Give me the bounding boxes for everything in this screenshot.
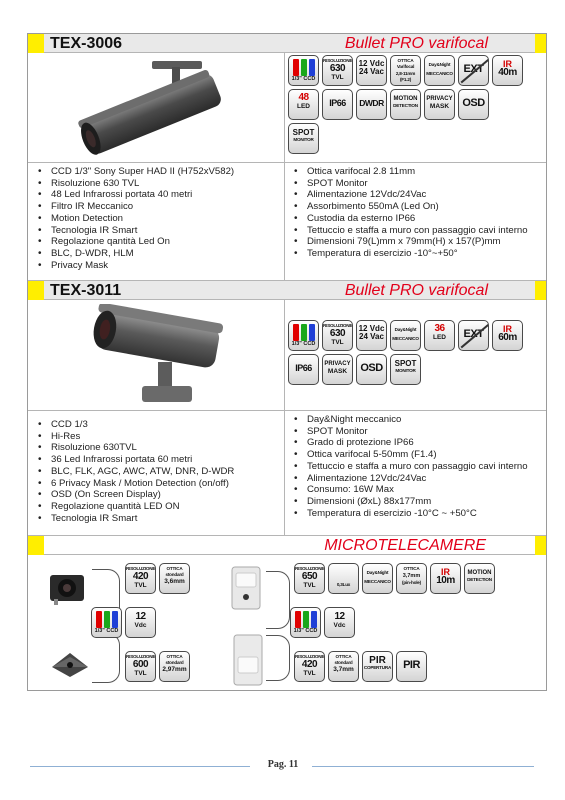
pir-camera-image bbox=[226, 563, 266, 613]
spec-item: • Temperatura di esercizio -10°C ~ +50°C bbox=[290, 508, 540, 520]
header-accent-left bbox=[28, 34, 44, 53]
header-accent-right bbox=[535, 281, 546, 300]
spot-monitor-badge: SPOT MONITOR bbox=[390, 354, 421, 385]
resolution-badge: RISOLUZIONE 420 TVL bbox=[294, 651, 325, 682]
ip66-badge: IP66 bbox=[322, 89, 353, 120]
spot-monitor-badge: SPOT MONITOR bbox=[288, 123, 319, 154]
voltage-badge: 12 Vdc 24 Vac bbox=[356, 55, 387, 86]
spec-item: • Privacy Mask bbox=[34, 260, 282, 272]
resolution-badge: RISOLUZIONE 600 TVL bbox=[125, 651, 156, 682]
specs-row-tex-3011 bbox=[28, 411, 546, 536]
feature-badges-tex-3006 bbox=[286, 53, 546, 163]
product-visual-row-tex-3006 bbox=[28, 53, 546, 163]
dwdr-badge: DWDR bbox=[356, 89, 387, 120]
pir-sensor-image bbox=[228, 633, 268, 689]
resolution-badge: RISOLUZIONE 630 TVL bbox=[322, 55, 353, 86]
spec-item: • Regolazione quantità LED ON bbox=[34, 501, 282, 513]
pir-badge: PIR bbox=[396, 651, 427, 682]
ir-range-badge: IR 60m bbox=[492, 320, 523, 351]
resolution-badge: RISOLUZIONE 630 TVL bbox=[322, 320, 353, 351]
pir-coverage-badge: PIR COPERTURA bbox=[362, 651, 393, 682]
privacy-mask-badge: PRIVACY MASK bbox=[424, 89, 455, 120]
product-code: TEX-3011 bbox=[50, 282, 122, 299]
spec-item: • Dimensioni 79(L)mm x 79mm(H) x 157(P)mm bbox=[290, 236, 540, 248]
ccd-badge: 1/3" CCD bbox=[288, 320, 319, 351]
spec-item: • Dimensioni (ØxL) 88x177mm bbox=[290, 496, 540, 508]
spec-item: • 36 Led Infrarossi portata 60 metri bbox=[34, 454, 282, 466]
header-accent-left bbox=[28, 281, 44, 300]
ir-range-badge: IR 40m bbox=[492, 55, 523, 86]
spec-item: • Hi-Res bbox=[34, 431, 282, 443]
spec-item: • Assorbimento 550mA (Led On) bbox=[290, 201, 540, 213]
voltage-badge: 12 Vdc 24 Vac bbox=[356, 320, 387, 351]
page-number: Pag. 11 bbox=[267, 759, 299, 770]
spec-item: • Consumo: 16W Max bbox=[290, 484, 540, 496]
product-header-tex-3011 bbox=[28, 281, 546, 300]
header-accent-left bbox=[28, 536, 44, 555]
bracket-line bbox=[92, 633, 120, 683]
spec-item: • Motion Detection bbox=[34, 213, 282, 225]
motion-detection-badge: MOTION DETECTION bbox=[390, 89, 421, 120]
spec-item: • Ottica varifocal 5-50mm (F1.4) bbox=[290, 449, 540, 461]
spec-item: • Tecnologia IR Smart bbox=[34, 225, 282, 237]
lens-badge: OTTICA 3,7mm (pin-hole) bbox=[396, 563, 427, 594]
spec-item: • Risoluzione 630 TVL bbox=[34, 178, 282, 190]
product-header-tex-3006 bbox=[28, 34, 546, 53]
spec-item: • Alimentazione 12Vdc/24Vac bbox=[290, 473, 540, 485]
led-badge: 48 LED bbox=[288, 89, 319, 120]
footer-rule-right bbox=[312, 766, 534, 767]
product-subtitle: Bullet PRO varifocal bbox=[344, 282, 488, 299]
lens-badge: OTTICA Varifocal 2,8-11mm (F1.2) bbox=[390, 55, 421, 86]
spec-item: • SPOT Monitor bbox=[290, 426, 540, 438]
bullet-camera-image bbox=[62, 59, 242, 159]
spec-item: • Ottica varifocal 2.8 11mm bbox=[290, 166, 540, 178]
ir-range-badge: IR 10m bbox=[430, 563, 461, 594]
day-night-badge: Day&Night MECCANICO bbox=[424, 55, 455, 86]
day-night-badge: Day&Night MECCANICO bbox=[390, 320, 421, 351]
specs-list-left bbox=[34, 166, 282, 271]
spec-item: • Regolazione qantità Led On bbox=[34, 236, 282, 248]
privacy-mask-badge: PRIVACY MASK bbox=[322, 354, 353, 385]
spec-item: • OSD (On Screen Display) bbox=[34, 489, 282, 501]
lens-badge: OTTICA stondard 3,6mm bbox=[159, 563, 190, 594]
osd-badge: OSD bbox=[458, 89, 489, 120]
spec-item: • CCD 1/3" Sony Super HAD II (H752xV582) bbox=[34, 166, 282, 178]
spec-item: • CCD 1/3 bbox=[34, 419, 282, 431]
lens-badge: OTTICA stondard 3,7mm bbox=[328, 651, 359, 682]
bracket-line bbox=[266, 635, 290, 681]
ip66-badge: IP66 bbox=[288, 354, 319, 385]
lens-badge: OTTICA stondard 2,97mm bbox=[159, 651, 190, 682]
pinhole-camera-image bbox=[48, 643, 92, 679]
lux-badge: 0,3Lux bbox=[328, 563, 359, 594]
day-night-badge: Day&Night MECCANICO bbox=[362, 563, 393, 594]
resolution-badge: RISOLUZIONE 650 TVL bbox=[294, 563, 325, 594]
spec-item: • 48 Led Infrarossi portata 40 metri bbox=[34, 189, 282, 201]
voltage-badge: 12 Vdc bbox=[125, 607, 156, 638]
mini-camera-image bbox=[46, 569, 90, 607]
osd-badge: OSD bbox=[356, 354, 387, 385]
voltage-badge: 12 Vdc bbox=[324, 607, 355, 638]
ext-badge: EXT bbox=[458, 320, 489, 351]
spec-item: • Temperatura di esercizio -10°~+50° bbox=[290, 248, 540, 260]
feature-badges-tex-3011 bbox=[286, 300, 546, 411]
spec-item: • Alimentazione 12Vdc/24Vac bbox=[290, 189, 540, 201]
catalog-page bbox=[27, 33, 547, 691]
spec-item: • Filtro IR Meccanico bbox=[34, 201, 282, 213]
spec-item: • Custodia da esterno IP66 bbox=[290, 213, 540, 225]
header-accent-right bbox=[535, 536, 546, 555]
header-accent-right bbox=[535, 34, 546, 53]
spec-item: • Tettuccio e staffa a muro con passaggio cavi interno bbox=[290, 225, 540, 237]
motion-detection-badge: MOTION DETECTION bbox=[464, 563, 495, 594]
specs-list-right bbox=[290, 166, 540, 260]
bracket-line bbox=[266, 571, 290, 629]
specs-list-right bbox=[290, 414, 540, 519]
ccd-badge: 1/3" CCD bbox=[288, 55, 319, 86]
spec-item: • Risoluzione 630TVL bbox=[34, 442, 282, 454]
product-subtitle: Bullet PRO varifocal bbox=[344, 35, 488, 52]
bullet-camera-image bbox=[78, 304, 228, 408]
specs-row-tex-3006 bbox=[28, 163, 546, 281]
led-badge: 36 LED bbox=[424, 320, 455, 351]
spec-item: • BLC, FLK, AGC, AWC, ATW, DNR, D-WDR bbox=[34, 466, 282, 478]
spec-item: • Day&Night meccanico bbox=[290, 414, 540, 426]
spec-item: • Tecnologia IR Smart bbox=[34, 513, 282, 525]
resolution-badge: RISOLUZIONE 420 TVL bbox=[125, 563, 156, 594]
spec-item: • BLC, D-WDR, HLM bbox=[34, 248, 282, 260]
ccd-badge: 1/3" CCD bbox=[91, 607, 122, 638]
specs-list-left bbox=[34, 419, 282, 524]
section-header-microtelecamere bbox=[28, 536, 546, 555]
spec-item: • 6 Privacy Mask / Motion Detection (on/off) bbox=[34, 478, 282, 490]
spec-item: • SPOT Monitor bbox=[290, 178, 540, 190]
micro-cameras-area bbox=[28, 555, 546, 690]
spec-item: • Grado di protezione IP66 bbox=[290, 437, 540, 449]
section-title: MICROTELECAMERE bbox=[324, 537, 486, 554]
ext-badge: EXT bbox=[458, 55, 489, 86]
product-visual-row-tex-3011 bbox=[28, 300, 546, 411]
footer-rule-left bbox=[30, 766, 250, 767]
ccd-badge: 1/3" CCD bbox=[290, 607, 321, 638]
spec-item: • Tettuccio e staffa a muro con passaggio cavi interno bbox=[290, 461, 540, 473]
product-code: TEX-3006 bbox=[50, 35, 123, 52]
